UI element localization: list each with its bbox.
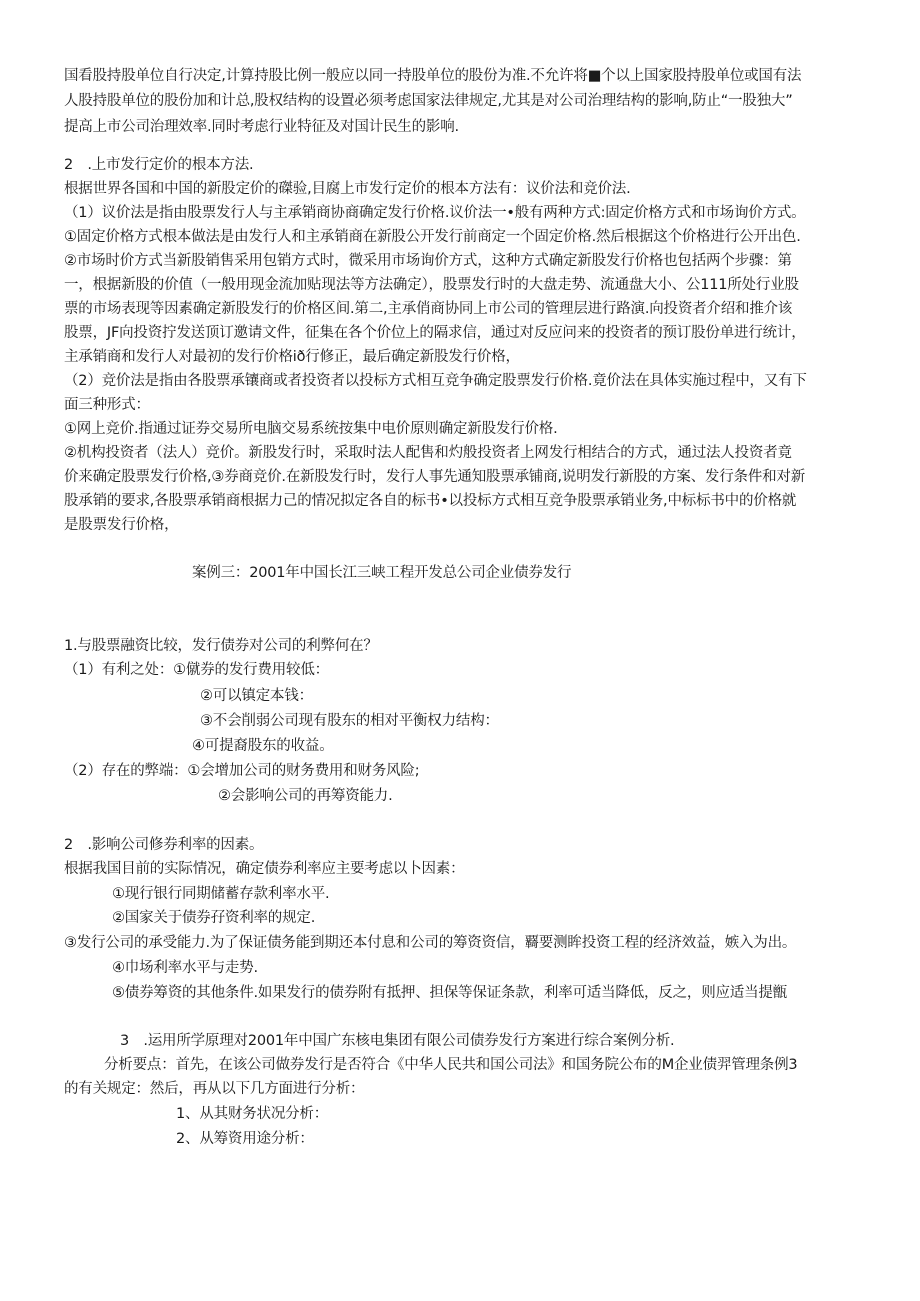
section-heading: 2 .上市发行定价的根本方法. — [64, 157, 254, 173]
case-title: 案例三：2001年中国长江三峡工程开发总公司企业债券发行 — [192, 565, 572, 581]
list-item: ③发行公司的承受能力.为了保证债务能到期还本付息和公司的筹资资信，覉要测眸投资工程的经济效益，嫉入为出。 — [64, 935, 797, 951]
text-line: 股承销的要求,各股票承销商根据力己的情况拟定各自的标书•以投标方式相互竞争股票承销业务,中标标书中的价格就 — [64, 493, 797, 509]
text-line: 价来确定股票发行价格,③券商竞价.在新股发行时，发行人事先通知股票承铺商,说明发行新股的方案、发行条件和对新 — [64, 469, 806, 485]
text-line: 票的市场表现等因素确定新股发行的价格区间.第二,主承俏商协同上市公司的管理层进行路演.向投资者介绍和推介该 — [64, 301, 793, 317]
list-item: 1、从其财务状况分析： — [176, 1106, 329, 1122]
text-line: ①固定价格方式根本做法是由发行人和主承销商在新股公开发行前商定一个固定价格.然后根据这个价格进行公开出色. — [64, 229, 801, 245]
list-item: ④可提裔股东的收益。 — [192, 738, 334, 754]
text-line: 主承销商和发行人对最初的发行价格ið行修正，最后确定新股发行价格， — [64, 349, 520, 365]
text-line: 的有关规定：然后，再从以下几方面进行分析： — [64, 1081, 365, 1097]
list-item: ④巾场利率水平与走势. — [112, 960, 258, 976]
text-line: 面三种形式： — [64, 397, 150, 413]
text-line: 国看股持股单位自行决定,计算持股比例一般应以同一持股单位的股份为准.不允许将■个以上国家股持股单位或国有法 — [64, 68, 802, 84]
text-line: 分析要点：首先，在该公司做券发行是否符合《中华人民共和国公司法》和国务院公布的M企业债羿管理条例3 — [104, 1057, 798, 1073]
text-line: （1）议价法是指由股票发行人与主承销商协商确定发行价格.议价法一•般有两种方式:固定价格方式和市场询价方式。 — [64, 205, 806, 221]
text-line: 是股票发行价格， — [64, 517, 179, 533]
list-item: ③不会削弱公司现有股东的相对平衡权力结构： — [200, 713, 499, 729]
text-line: 人股持股单位的股份加和计总,股权结构的设置必须考虑国家法律规定,尤其是对公司治理结构的影响,防止“一股独大” — [64, 93, 793, 109]
text-line: （2）竞价法是指由各股票承镶商或者投资者以投标方式相互竞争确定股票发行价格.竟价法在具体实施过程中，又有下 — [64, 373, 807, 389]
list-label: （2）存在的弊端：①会增加公司的财务费用和财务风险; — [64, 763, 420, 779]
list-item: ②国家关于债券孖资利率的规定. — [112, 910, 316, 926]
text-line: 根据我国目前的实际情况，确定债券利率应主要考虑以卜因素： — [64, 861, 465, 877]
text-line: 提高上市公司治理效率.同时考虑行业特征及对国计民生的影响. — [64, 119, 459, 135]
text-line: ②市场时价方式当新股销售采用包销方式时，微采用市场询价方式，这种方式确定新股发行价格也包括两个步骤：第 — [64, 253, 792, 269]
question-heading: 2 .影响公司修券利率的因素。 — [64, 837, 264, 853]
text-line: 一，根据新股的价值（一般用现金流加贴现法等方法确定），股票发行时的大盘走势、流通盘大小、公111所处行业股 — [64, 277, 799, 293]
list-item: ②会影响公司的再筹资能力. — [218, 788, 393, 804]
list-item: ①现行银行同期储蓄存款利率水平. — [112, 886, 330, 902]
list-item: ⑤债券筹资的其他条件.如果发行的债券附有抵押、担保等保证条款，利率可适当降低，反之，则应适当提甑 — [112, 985, 788, 1001]
list-item: ②可以镇定本钱： — [200, 688, 313, 704]
text-line: 根据世界各国和中国的新股定价的磔验,目腐上市发行定价的根本方法有：议价法和竞价法. — [64, 181, 631, 197]
list-item: 2、从筹资用途分析： — [176, 1131, 314, 1147]
question-heading: 3 .运用所学原理对2001年中国广东核电集团有限公司债券发行方案进行综合案例分析. — [120, 1033, 675, 1049]
list-label: （1）有利之处：①僦券的发行费用较低： — [64, 662, 329, 678]
question-heading: 1.与股票融资比较，发行债券对公司的利弊何在？ — [64, 638, 378, 654]
text-line: ②机构投资者（法人）竞价。新股发行时，采取时法人配售和灼般投资者上网发行相结合的方式，通过法人投资者竟 — [64, 445, 792, 461]
text-line: 股票，JF向投资拧发送顶订邀请文件，征集在各个价位上的隔求信，通过对反应问来的投资者的预订股份单进行统计， — [64, 325, 806, 341]
text-line: ①网上竞价.指通过证券交易所电脑交易系统按集中电价原则确定新股发行价格. — [64, 421, 558, 437]
